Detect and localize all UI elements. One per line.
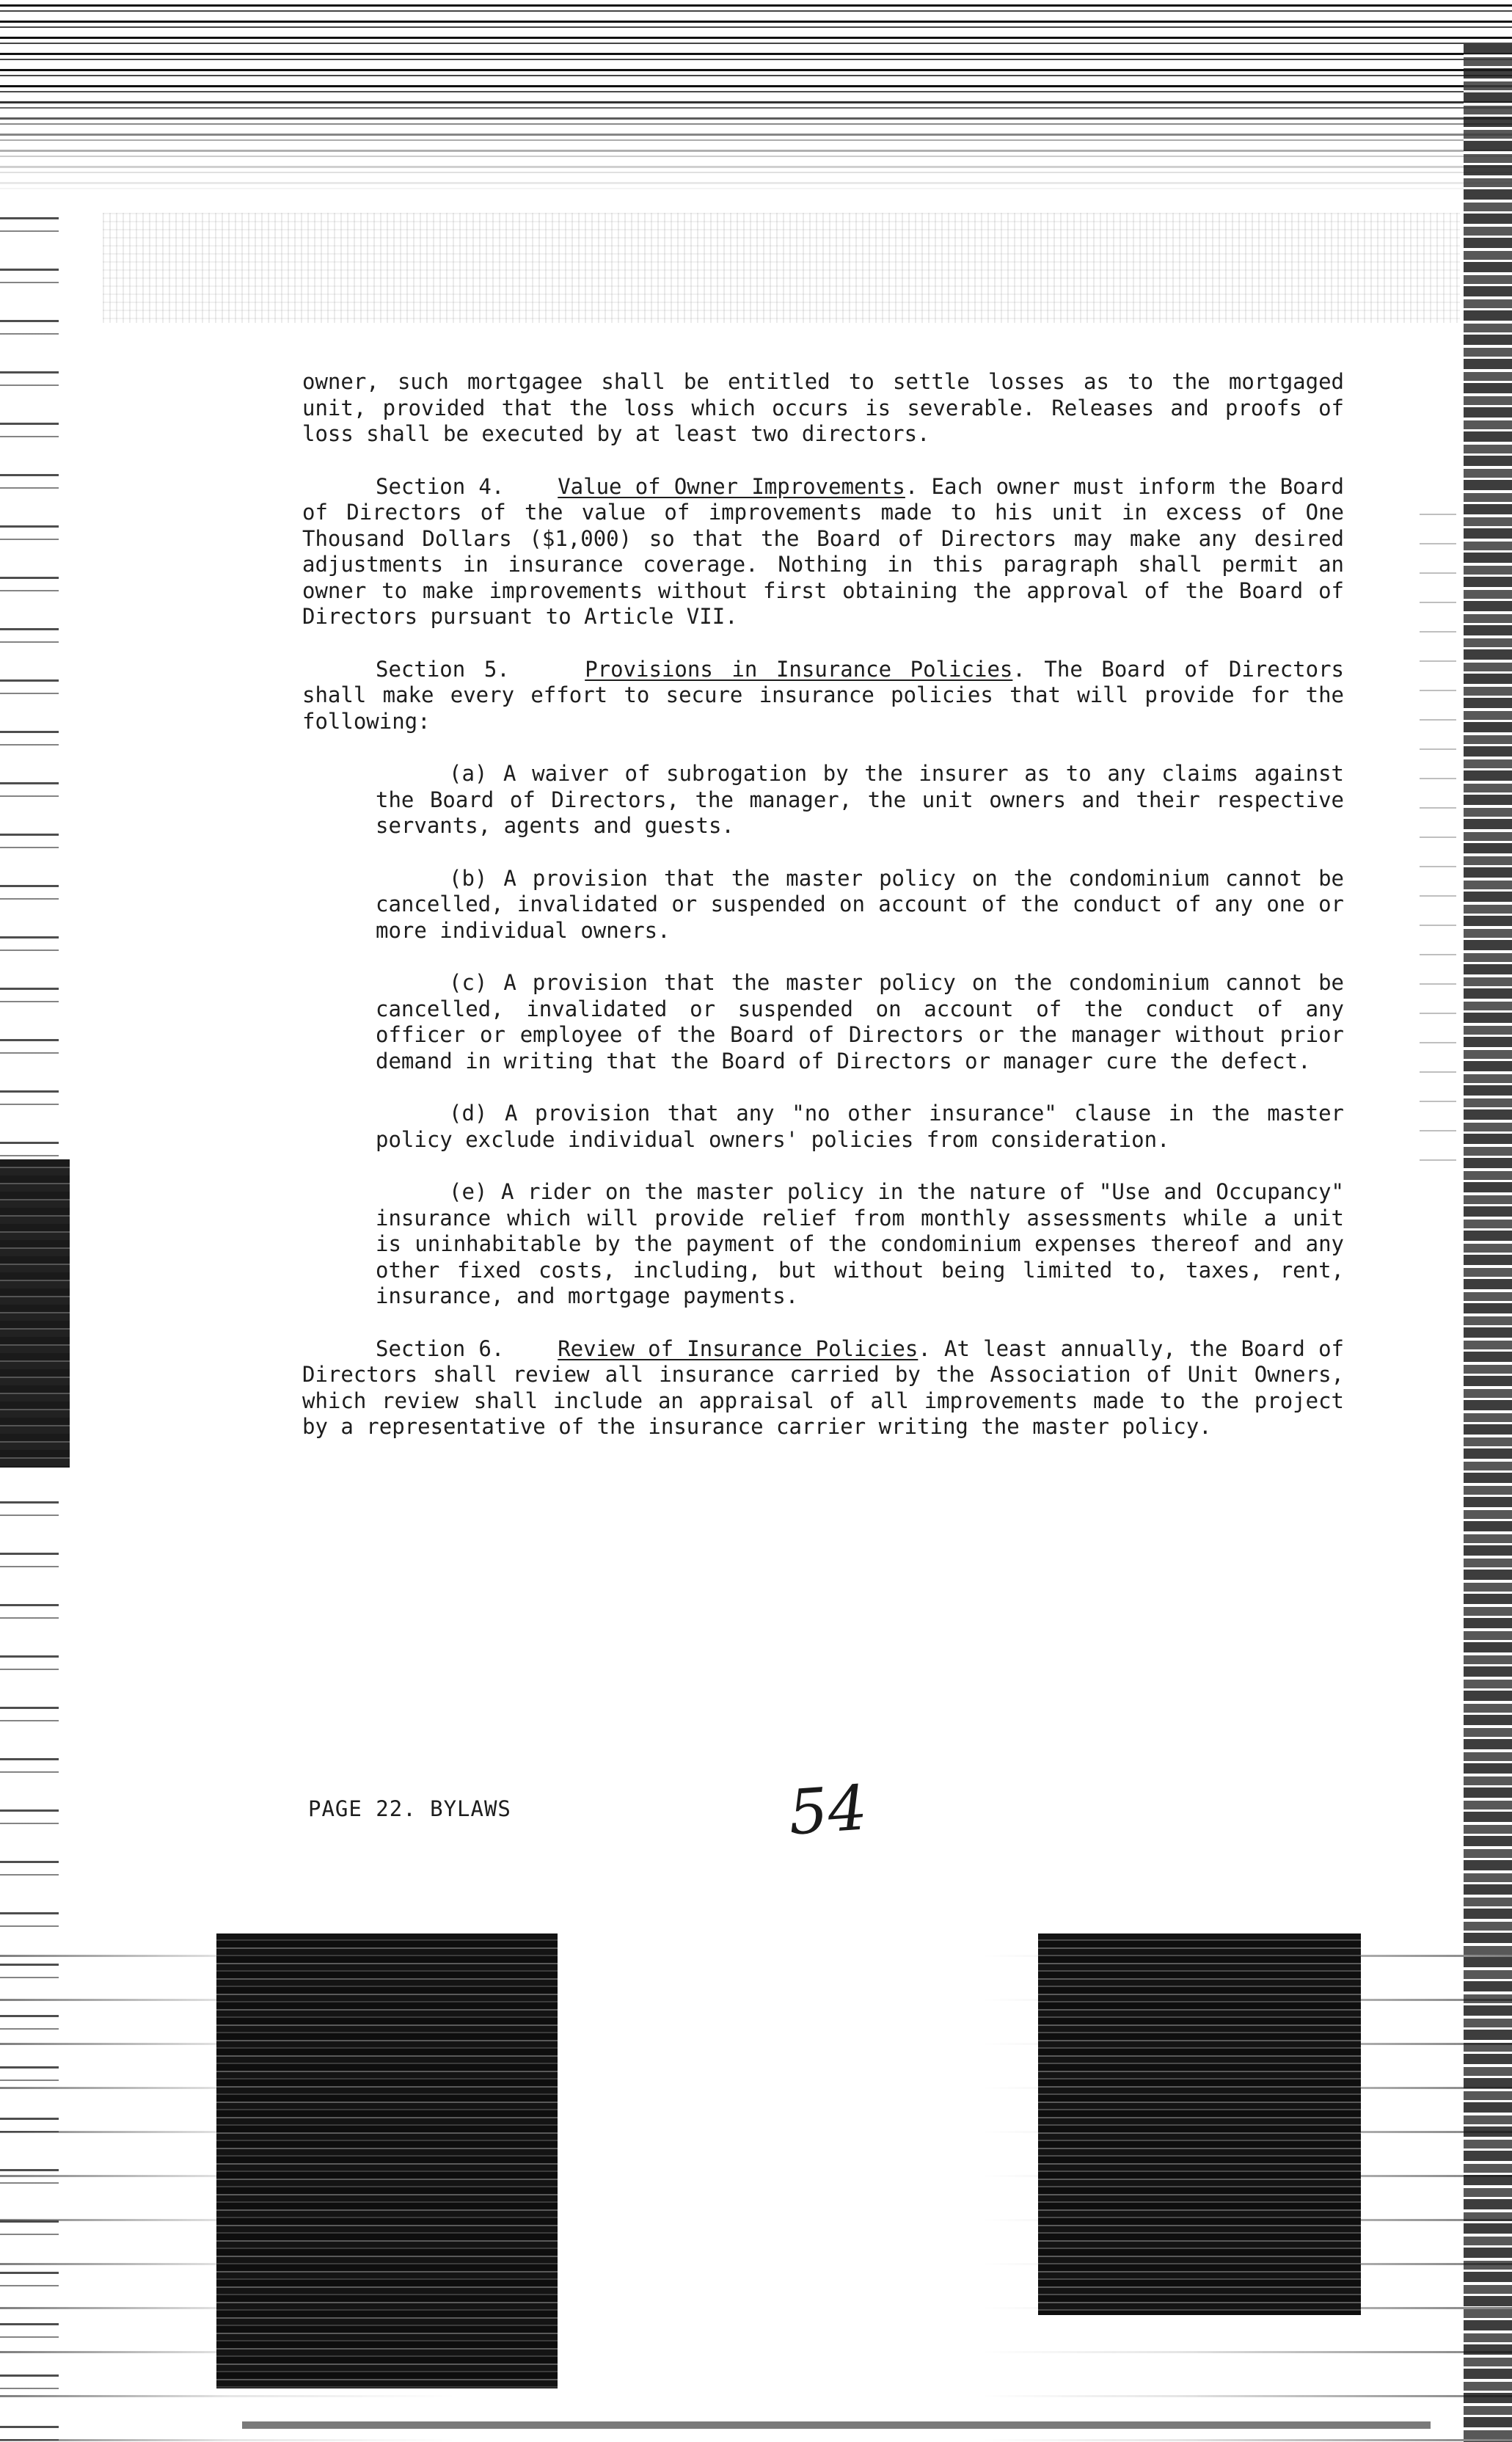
section-5-item-c: (c) A provision that the master policy on the condominium cannot be cancelled, invalidated or suspended on account of the conduct of any officer or employee of the Board of Directors or the manager without prior demand in writing that the Board of Directors or manager cure the defect. bbox=[376, 970, 1344, 1074]
section-5-item-a: (a) A waiver of subrogation by the insurer as to any claims against the Board of Directors, the manager, the unit owners and their respective servants, agents and guests. bbox=[376, 761, 1344, 838]
section-5-paragraph bbox=[302, 657, 1344, 735]
scan-noise-right-specks bbox=[1420, 514, 1456, 1174]
section-4-label: Section 4. bbox=[376, 473, 505, 499]
section-6-paragraph bbox=[302, 1336, 1344, 1440]
scan-noise-bottom-right-block bbox=[1038, 1933, 1361, 2315]
section-5-item-e: (e) A rider on the master policy in the nature of "Use and Occupancy" insurance which will provide relief from monthly assessments while a unit is uninhabitable by the payment of the condominium expenses thereof and any other fixed costs, including, but without being limited to, taxes, rent, insurance, and mortgage payments. bbox=[376, 1179, 1344, 1308]
handwritten-page-number: 54 bbox=[786, 1771, 870, 1849]
section-5-title: Provisions in Insurance Policies bbox=[585, 656, 1013, 682]
section-5-text: . The Board of Directors shall make every effort to secure insurance policies that will provide for the following: bbox=[302, 656, 1344, 734]
section-6-label: Section 6. bbox=[376, 1335, 505, 1361]
section-5-label: Section 5. bbox=[376, 656, 510, 682]
section-4-text: . Each owner must inform the Board of Directors of the value of improvements made to his unit in excess of One Thousand Dollars ($1,000) so that the Board of Directors may make any desired adjustments in insurance coverage. Nothing in this paragraph shall permit an owner to make improvements without first obtaining the approval of the Board of Directors pursuant to Article VII. bbox=[302, 473, 1345, 629]
section-4-title: Value of Owner Improvements bbox=[558, 473, 905, 499]
scan-noise-left-block bbox=[0, 1159, 70, 1468]
page-footer-label: PAGE 22. BYLAWS bbox=[308, 1796, 511, 1821]
section-5-item-b: (b) A provision that the master policy on the condominium cannot be cancelled, invalidated or suspended on account of the conduct of any one or more individual owners. bbox=[376, 865, 1344, 943]
section-6-title: Review of Insurance Policies bbox=[558, 1335, 918, 1361]
scan-noise-top-band bbox=[0, 0, 1512, 198]
scan-noise-bottom-bar bbox=[242, 2421, 1431, 2429]
continued-paragraph: owner, such mortgagee shall be entitled to settle losses as to the mortgaged unit, provided that the loss which occurs is severable. Releases and proofs of loss shall be executed by at least two directors. bbox=[302, 369, 1344, 446]
section-6-text: . At least annually, the Board of Directors shall review all insurance carried by the Association of Unit Owners, which review shall include an appraisal of all improvements made to the project by a representative of the insurance carrier writing the master policy. bbox=[302, 1335, 1344, 1439]
scan-noise-bottom-left-block bbox=[216, 1933, 558, 2388]
section-4-paragraph bbox=[302, 474, 1344, 630]
document-body bbox=[302, 369, 1344, 1467]
section-5-item-d: (d) A provision that any "no other insurance" clause in the master policy exclude individual owners' policies from consideration. bbox=[376, 1101, 1344, 1152]
scan-noise-faded-text bbox=[103, 213, 1460, 323]
